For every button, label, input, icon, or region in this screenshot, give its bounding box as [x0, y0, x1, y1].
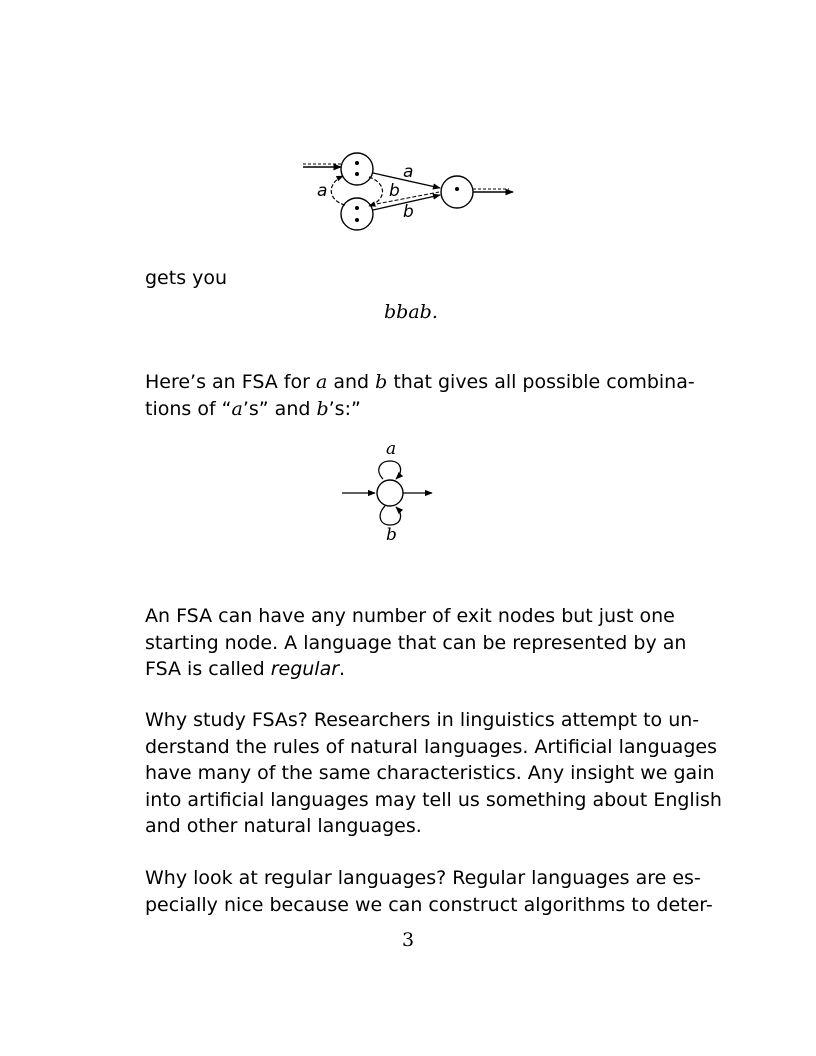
state — [377, 480, 403, 506]
edge-label-a-top: a — [403, 162, 414, 182]
self-loop-b — [380, 506, 400, 525]
edge-label-a-left: a — [317, 181, 328, 201]
why-study-fsas-paragraph: Why study FSAs? Researchers in linguistics attempt to un- derstand the rules of natural languages. Artificial languages have many of the same characteristics. Any insight we gain into artificial languages may tell us something about English and other natural languages. — [145, 709, 722, 837]
fsa-self-loop-diagram — [335, 437, 445, 547]
edge-label-b-mid: b — [389, 181, 400, 201]
edge-label-b-bottom: b — [403, 202, 414, 222]
state-bottom — [341, 198, 373, 230]
fsa-intro-paragraph: Here’s an FSA for a and b that gives all possible combina- tions of “a’s” and b’s:” — [145, 371, 695, 420]
loop-label-b: b — [386, 525, 397, 545]
self-loop-a — [379, 461, 401, 479]
result-word: bbab. — [384, 301, 438, 323]
gets-you-text: gets you — [145, 267, 228, 289]
state-top — [341, 153, 373, 185]
why-regular-paragraph: Why look at regular languages? Regular languages are es- pecially nice because we can construct algorithms to deter- — [145, 867, 713, 916]
exit-nodes-paragraph: An FSA can have any number of exit nodes but just one starting node. A language that can be represented by an FSA is called regular. — [145, 605, 687, 680]
loop-label-a: a — [386, 439, 397, 459]
state-final — [441, 176, 473, 208]
page-number: 3 — [402, 929, 415, 951]
fsa-trace-diagram — [295, 145, 525, 240]
